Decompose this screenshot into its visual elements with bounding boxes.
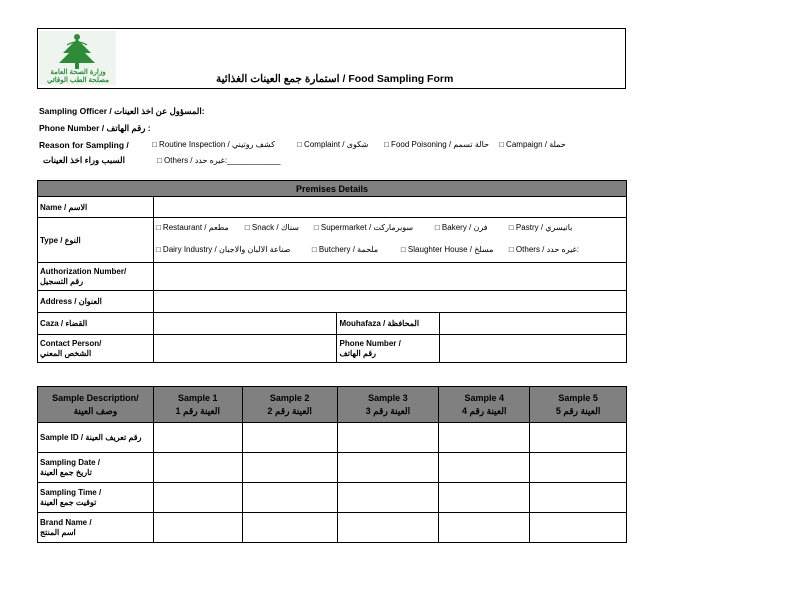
brand-name-cell[interactable] (153, 513, 242, 543)
premises-heading: Premises Details (38, 181, 627, 197)
form-title: استمارة جمع العينات الغذائية / Food Sampling Form (216, 73, 454, 85)
premises-phone-label-ar: رقم الهاتف (339, 348, 377, 358)
address-field[interactable] (153, 291, 626, 313)
address-label: Address / العنوان (38, 291, 154, 313)
sampling-date-cell[interactable] (337, 453, 439, 483)
sample-2-header-ar: العينة رقم 2 (267, 405, 312, 416)
sample-id-cell[interactable] (439, 423, 530, 453)
ministry-logo (39, 31, 116, 85)
caza-label: Caza / القضاء (38, 313, 154, 335)
sampling-date-cell[interactable] (439, 453, 530, 483)
brand-name-cell[interactable] (530, 513, 627, 543)
sampling-time-cell[interactable] (439, 483, 530, 513)
sample-id-cell[interactable] (530, 423, 627, 453)
sampling-time-cell[interactable] (242, 483, 337, 513)
ministry-name: وزارة الصحة العامة (50, 69, 106, 76)
sampling-time-label-ar: توقيت جمع العينة (40, 497, 97, 507)
sampling-date-label-ar: تاريخ جمع العينة (40, 467, 92, 477)
sample-4-header-ar: العينة رقم 4 (461, 405, 507, 416)
name-label: Name / الاسم (38, 197, 154, 218)
sample-4-header-en: Sample 4 (464, 392, 504, 403)
sample-description-header-en: Sample Description/ (52, 392, 139, 403)
sample-id-cell[interactable] (242, 423, 337, 453)
sampling-time-cell[interactable] (530, 483, 627, 513)
sampling-date-cell[interactable] (530, 453, 627, 483)
contact-person-field[interactable] (153, 335, 337, 363)
mouhafaza-field[interactable] (440, 313, 627, 335)
sample-3-header-ar: العينة رقم 3 (365, 405, 411, 416)
sampling-time-label-en: Sampling Time / (40, 487, 102, 497)
sample-description-header-ar: وصف العينة (73, 405, 118, 416)
mouhafaza-label: Mouhafaza / المحافظة (337, 313, 440, 335)
authorization-label-en: Authorization Number/ (40, 266, 127, 276)
type-bakery-checkbox[interactable]: □ Bakery / فرن (434, 222, 488, 232)
sampling-date-cell[interactable] (242, 453, 337, 483)
sampling-time-cell[interactable] (153, 483, 242, 513)
type-snack-checkbox[interactable]: □ Snack / سناك (244, 222, 299, 232)
sample-2-header (242, 387, 337, 423)
type-pastry-checkbox[interactable]: □ Pastry / باتيسري (508, 222, 573, 232)
phone-number-label: Phone Number / رقم الهاتف : (39, 123, 151, 133)
sampling-time-cell[interactable] (337, 483, 439, 513)
sample-id-cell[interactable] (153, 423, 242, 453)
sampling-officer-label: Sampling Officer / المسؤول عن اخذ العينات: (39, 106, 205, 116)
authorization-label (38, 263, 154, 291)
brand-name-cell[interactable] (242, 513, 337, 543)
sample-id-cell[interactable] (337, 423, 439, 453)
sample-1-header-en: Sample 1 (177, 392, 218, 403)
reason-food-poisoning-checkbox[interactable]: □ Food Poisoning / حالة تسمم (384, 140, 489, 149)
authorization-label-ar: رقم التسجيل (40, 276, 84, 286)
contact-person-label (38, 335, 154, 363)
brand-name-label-en: Brand Name / (40, 517, 92, 527)
contact-person-label-en: Contact Person/ (40, 338, 102, 348)
reason-routine-checkbox[interactable]: □ Routine Inspection / كشف روتيني (152, 140, 275, 149)
premises-phone-field[interactable] (440, 335, 627, 363)
brand-name-cell[interactable] (439, 513, 530, 543)
reason-campaign-checkbox[interactable]: □ Campaign / حملة (499, 140, 566, 149)
type-supermarket-checkbox[interactable]: □ Supermarket / سوبرماركت (313, 222, 414, 232)
sample-2-header-en: Sample 2 (269, 392, 310, 403)
reason-complaint-checkbox[interactable]: □ Complaint / شكوى (297, 140, 369, 149)
reason-label: Reason for Sampling / (39, 140, 129, 150)
sample-id-label: Sample ID / رقم تعريف العينة (38, 423, 154, 453)
sample-1-header-ar: العينة رقم 1 (175, 405, 220, 416)
premises-table (37, 180, 627, 363)
sampling-date-label-en: Sampling Date / (40, 457, 101, 467)
sample-5-header (530, 387, 627, 423)
type-restaurant-checkbox[interactable]: □ Restaurant / مطعم (155, 222, 229, 232)
brand-name-label (38, 513, 154, 543)
sampling-date-cell[interactable] (153, 453, 242, 483)
sample-3-header (337, 387, 439, 423)
type-options (153, 218, 626, 263)
sampling-date-label (38, 453, 154, 483)
type-dairy-checkbox[interactable]: □ Dairy Industry / صناعة الالبان والاجبان (155, 244, 291, 254)
sample-4-header (439, 387, 530, 423)
sample-5-header-en: Sample 5 (558, 392, 598, 403)
sample-3-header-en: Sample 3 (368, 392, 408, 403)
type-others-checkbox[interactable]: □ Others / غيره حدد: (508, 244, 579, 254)
reason-others-checkbox[interactable]: □ Others / غيره حدد:____________ (157, 156, 281, 165)
name-field[interactable] (153, 197, 626, 218)
samples-table (37, 386, 627, 543)
ministry-department: مصلحة الطب الوقائي (47, 77, 109, 84)
brand-name-label-ar: اسم المنتج (40, 527, 76, 537)
sampling-time-label (38, 483, 154, 513)
brand-name-cell[interactable] (337, 513, 439, 543)
premises-phone-label-en: Phone Number / (339, 338, 401, 348)
type-label: Type / النوع (38, 218, 154, 263)
sample-description-header (38, 387, 154, 423)
reason-label-ar: السبب وراء اخذ العينات (43, 155, 125, 165)
type-butchery-checkbox[interactable]: □ Butchery / ملحمة (311, 244, 379, 254)
type-slaughter-house-checkbox[interactable]: □ Slaughter House / مسلخ (400, 244, 494, 254)
sample-5-header-ar: العينة رقم 5 (555, 405, 601, 416)
contact-person-label-ar: الشخص المعني (40, 348, 92, 358)
authorization-field[interactable] (153, 263, 626, 291)
sample-1-header (153, 387, 242, 423)
premises-phone-label (337, 335, 440, 363)
caza-field[interactable] (153, 313, 337, 335)
